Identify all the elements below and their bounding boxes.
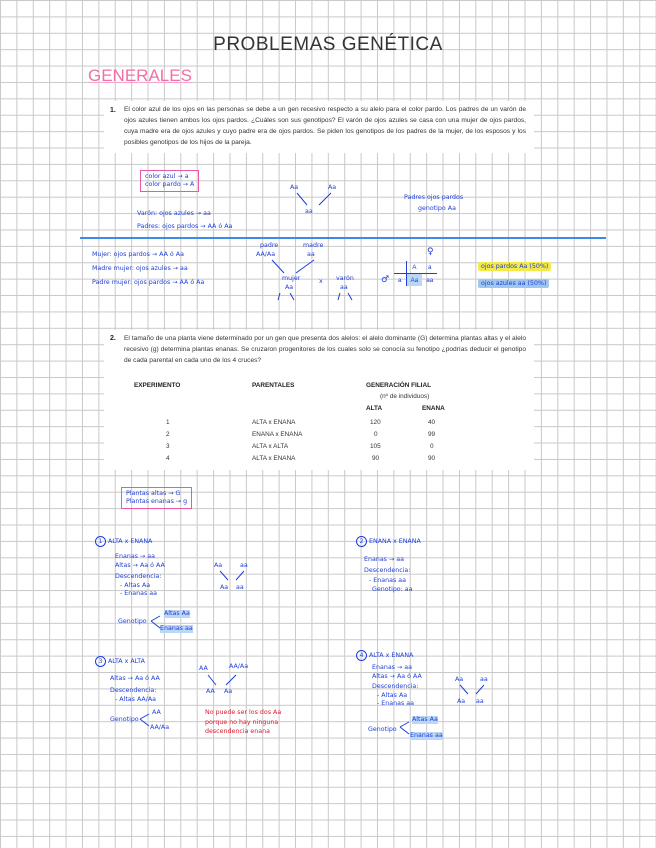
plant-key-tall: Plantas altas → G [126,490,181,497]
punnett-col-a: a [422,261,437,274]
wife-notes [92,248,204,290]
cross-3-notes [110,674,160,704]
cross-3-red-2: porque no hay ninguna [205,718,279,726]
problem-1-text: El color azul de los ojos en las personas se debe a un gen recesivo respecto a su alelo para el color pardo. Los padres de un varón de ojos azules tienen ambos los ojos pardos. ¿Cuáles son sus genotipos? El varón de ojos azules se casa con una mujer de ojos pardos, cuya madre era de ojos azules y cuyo padre era de ojos pardos. Se piden los genotipos de los padres de la mujer, de los esposos y los posibles genotipos de los hijos de la pareja. [124,106,526,146]
punnett-cell-1: Aa [406,274,422,287]
cross-3-arrows [206,674,240,688]
key-blue: color azul → a [145,173,189,180]
punnett-col-A: A [406,261,422,274]
table-header-experiment: EXPERIMENTO [134,382,181,389]
cross-1-genotype-arrows [150,614,162,630]
cross-4-genotype-2: Enanas aa [410,732,443,739]
results [478,258,551,292]
punnett-square [394,261,437,286]
cross-3-genotype-2: AA/Aa [150,724,170,731]
table-row-1-enana: 40 [428,419,436,426]
table-row-3-par: ALTA x ALTA [252,443,289,450]
cross-2-number: 2 [356,536,367,547]
cross-4-x3: Aa [457,698,466,705]
table-row-2-exp: 2 [166,431,170,438]
cross-4-l5: - Enanas aa [377,700,414,708]
cross-2-l1: Enanas → aa [364,556,404,563]
conclusion-line-2: genotipo Aa [418,205,456,212]
cross-4-title [356,650,413,661]
table-row-4-par: ALTA x ENANA [252,455,296,462]
cross-4-number: 4 [356,650,367,661]
cross-2-l3: - Enanas aa [369,576,406,584]
cross-4-x4: aa [476,698,484,705]
cross-4-x1: Aa [455,676,464,683]
cross-4-title-text: ALTA x ENANA [369,652,414,659]
cross-1-arrows [218,570,248,582]
table-header-enana: ENANA [422,405,445,412]
table-header-alta: ALTA [366,405,383,412]
divider-line [80,237,606,239]
cross-1-title [95,536,152,547]
wife-mother-line: Madre mujer: ojos azules → aa [92,265,188,272]
cross-3-red-3: descendencia enana [205,728,270,735]
table-row-3-alta: 105 [370,443,381,450]
cross-1-title-text: ALTA x ENANA [108,538,153,545]
pc-wife-label: mujer [282,275,301,282]
key-brown: color pardo → A [145,181,195,189]
table-header-sub: (nº de individuos) [380,393,430,400]
table-row-1-alta: 120 [370,419,381,426]
husband-parents-line: Padres: ojos pardos → AA ó Aa [137,223,233,230]
result-brown: ojos pardos Aa (50%) [478,262,551,271]
cross-4-l3: Descendencia: [372,683,419,691]
cross-3-title [95,656,145,667]
cross-4-l2: Altas → Aa ó AA [372,672,422,680]
table-row-2-enana: 99 [428,431,436,438]
cross-2-title-text: ENANA x ENANA [369,538,421,545]
table-row-1-par: ALTA x ENANA [252,419,296,426]
cross-1-l5: - Enanas aa [120,590,157,598]
cross-3-genotype-1: AA [152,709,161,716]
problem-2-text: El tamaño de una planta viene determinado por un gen que presenta dos alelos: el alelo dominante (G) determina plantas altas y el alelo recesivo (g) determina plantas enanas. Se cruzaron progenitores de los cuales solo se conocía su fenotipo ¿podrías deducir el genotipo de cada parental en cada uno de los 4 cruces? [124,335,526,364]
problem-2-box [104,330,534,470]
problem-1-box [104,101,534,153]
punnett-row-a: a [394,274,406,287]
plant-key-short: Plantas enanas → g [126,498,188,506]
husband-notes [137,207,232,233]
table-row-4-enana: 90 [428,455,436,462]
wife-father-line: Padre mujer: ojos pardos → AA ó Aa [92,279,205,286]
cross-4-x2: aa [480,676,488,683]
pc-mother-label: madre [303,242,324,249]
wife-line: Mujer: ojos pardos → AA ó Aa [92,251,184,258]
cross-3-title-text: ALTA x ALTA [108,658,145,665]
table-row-2-par: ENANA x ENANA [252,431,303,438]
cross-1-genotype-label: Genotipo [118,618,147,625]
cross-1-l1: Enanas → aa [115,553,155,560]
cross-1-genotype-2: Enanas aa [160,625,193,632]
cross-3-genotype-label: Genotipo [110,716,139,723]
cross-1-l4: - Altas Aa [120,581,151,589]
page-title: PROBLEMAS GENÉTICA [213,34,443,55]
plant-key-box [121,487,192,509]
cross-1-x4: aa [236,584,244,591]
cross-1-notes [115,553,165,599]
problem-2-number: 2. [110,335,116,342]
problem-1-number: 1. [110,107,116,114]
cross-3-x3: AA [206,688,215,695]
conclusion-line-1: Padres ojos pardos [404,194,464,201]
cross-3-genotype-arrows [139,712,151,728]
cross-1-number: 1 [95,536,106,547]
cross-3-l2: Descendencia: [110,687,157,694]
pc-husband-gen: aa [340,284,348,291]
punnett-female: ♀ [427,247,434,257]
cross-1-genotype-1: Altas Aa [164,610,190,617]
pc-bottom-arrows [276,292,356,302]
cross-1-x1: Aa [214,562,223,569]
cross-3-red-1: No puede ser los dos Aa [205,709,282,716]
cross-top-child: aa [305,208,313,215]
cross-2-title [356,536,421,547]
cross-4-l4: - Altas Aa [377,691,408,699]
cross-1-l3: Descendencia: [115,573,162,581]
cross-4-notes [372,664,422,709]
cross-3-x2: AA/Aa [229,663,249,670]
cross-4-genotype-label: Genotipo [368,726,397,733]
table-row-2-alta: 0 [374,431,378,438]
table-row-3-exp: 3 [166,443,170,450]
table-row-1-exp: 1 [166,419,170,426]
cross-top-arrows [295,192,335,208]
table-row-4-exp: 4 [166,455,170,462]
result-blue: ojos azules aa (50%) [478,279,549,288]
pc-arrows [270,259,320,275]
allele-key-box [140,170,199,192]
cross-4-arrows [458,684,488,696]
table-row-4-alta: 90 [372,455,380,462]
table-header-parentales: PARENTALES [252,382,295,389]
cross-3-l3: - Altas AA/Aa [115,696,157,703]
pc-husband-label: varón [336,275,354,282]
cross-top-p2: Aa [328,184,337,191]
cross-3-x4: Aa [224,688,233,695]
cross-top-p1: Aa [290,184,299,191]
cross-1-x3: Aa [220,584,229,591]
husband-line: Varón: ojos azules → aa [137,210,211,217]
section-heading: GENERALES [88,66,192,85]
cross-2-notes [364,555,413,595]
pc-mother-gen: aa [307,251,315,258]
cross-4-l1: Enanas → aa [372,664,412,671]
pc-wife-gen: Aa [285,284,294,291]
cross-4-genotype-1: Altas Aa [412,716,438,723]
punnett-male: ♂ [381,275,390,285]
table-row-3-enana: 0 [430,443,434,450]
table-header-generation: GENERACIÓN FILIAL [366,382,431,389]
cross-3-x1: AA [199,665,208,672]
punnett-cell-2: aa [426,276,434,284]
cross-4-genotype-arrows [399,720,411,736]
pc-father-gen: AA/Aa [256,251,276,258]
cross-3-number: 3 [95,656,106,667]
pc-father-label: padre [260,242,279,249]
cross-1-l2: Altas → Aa ó AA [115,561,165,569]
cross-1-x2: aa [240,562,248,569]
cross-3-l1: Altas → Aa ó AA [110,675,160,682]
cross-3-red-note [205,708,281,737]
conclusion-notes [404,192,463,214]
cross-2-l4: Genotipo: aa [372,586,413,594]
cross-2-l2: Descendencia: [364,567,411,575]
pc-x: x [319,278,323,285]
